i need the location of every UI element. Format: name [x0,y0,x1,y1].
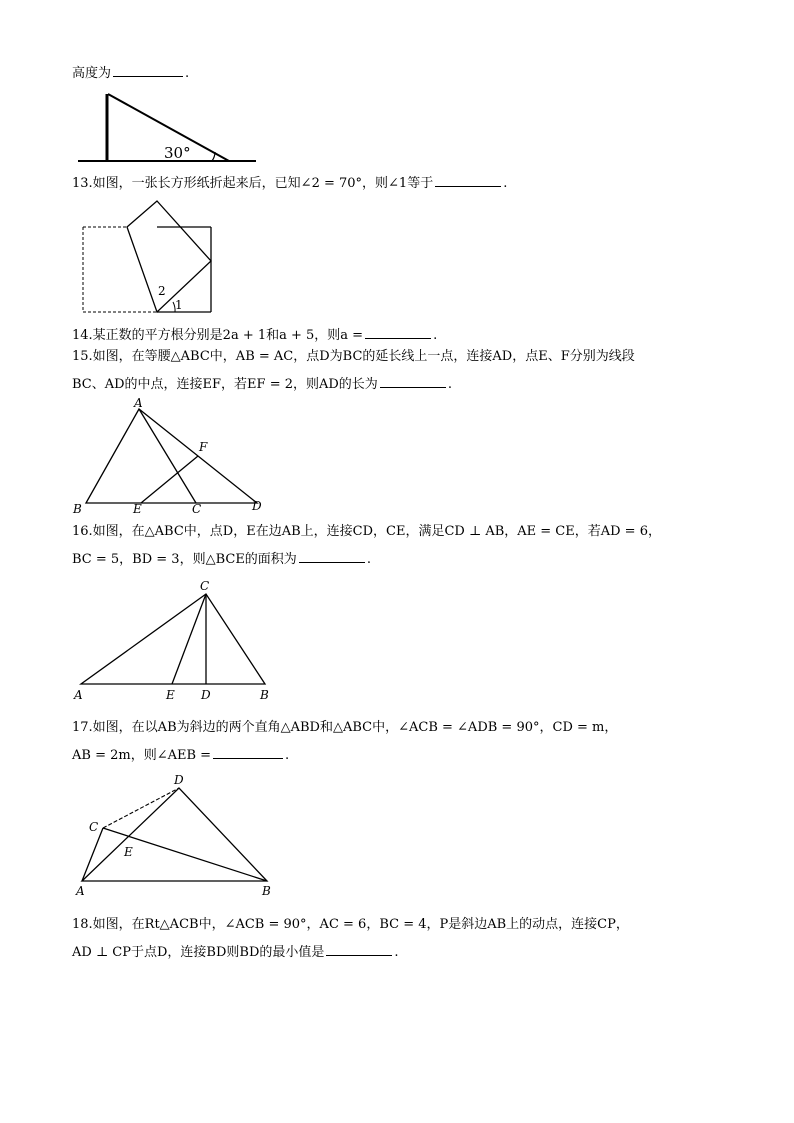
q13-text [72,174,507,192]
q15-figure [70,397,270,515]
label-C: C [89,820,99,834]
segment-AC [82,828,103,881]
q15-line1: 15.如图，在等腰△ABC中，AB = AC，点D为BC的延长线上一点，连接AD，点E、F分别为线段 [72,349,635,364]
q17-line2 [72,746,289,764]
q17-period: . [285,748,290,763]
q16-line1: 16.如图，在△ABC中，点D，E在边AB上，连接CD，CE，满足CD ⊥ AB，AE = CE，若AD = 6， [72,524,661,539]
label-B: B [73,502,82,515]
q14-text [72,326,437,344]
label-C: C [200,579,210,593]
q12-text [72,64,189,82]
q15-line2 [72,375,452,393]
label-D: D [252,499,262,513]
label-2: 2 [158,284,166,298]
q18-line1: 18.如图，在Rt△ACB中，∠ACB = 90°，AC = 6，BC = 4，P是斜边AB上的动点，连接CP， [72,917,629,932]
label-A: A [74,688,83,702]
q13-question: 13.如图，一张长方形纸折起来后，已知∠2 = 70°，则∠1等于 [72,176,434,191]
label-E: E [166,688,175,702]
q14-question: 14.某正数的平方根分别是2a + 1和a + 5，则a = [72,328,364,343]
label-A: A [134,397,143,410]
q12-figure [76,88,258,166]
q16-line2 [72,550,371,568]
triangle-ABC [81,594,265,684]
q17-line1: 17.如图，在以AB为斜边的两个直角△ABD和△ABC中，∠ACB = ∠ADB = 90°，CD = m， [72,720,618,735]
q17-figure [72,770,282,900]
q18-period: . [394,945,399,960]
label-E: E [124,845,133,859]
label-B: B [262,884,271,898]
segment-EF [141,456,198,503]
q15-question: BC、AD的中点，连接EF，若EF = 2，则AD的长为 [72,377,378,392]
q17-question: AB = 2m，则∠AEB = [72,748,212,763]
q13-period: . [503,176,508,191]
q16-figure [70,576,280,706]
q12-answer-blank[interactable] [113,64,183,77]
q15-answer-blank[interactable] [380,375,446,388]
folded-flap [127,201,211,312]
q18-line2 [72,943,399,961]
q14-answer-blank[interactable] [365,326,431,339]
segment-AC [139,409,196,503]
label-D: D [174,773,184,787]
triangle-ABD [82,788,267,881]
q18-question: AD ⊥ CP于点D，连接BD则BD的最小值是 [72,945,325,960]
segment-CD [103,788,179,828]
q17-answer-blank[interactable] [213,746,283,759]
q13-figure [80,198,216,316]
q18-answer-blank[interactable] [326,943,392,956]
angle-label: 30° [164,144,191,162]
q13-answer-blank[interactable] [435,174,501,187]
label-D: D [201,688,211,702]
q16-answer-blank[interactable] [299,550,365,563]
triangle-ABD [86,409,257,503]
label-F: F [199,440,208,454]
label-E: E [133,502,142,515]
label-A: A [76,884,85,898]
label-1: 1 [175,298,183,312]
q15-period: . [447,377,452,392]
label-C: C [192,502,202,515]
q16-question: BC = 5，BD = 3，则△BCE的面积为 [72,552,297,567]
segment-CE [172,594,206,684]
q12-prefix: 高度为 [72,66,112,81]
label-B: B [260,688,269,702]
q12-period: . [185,66,190,81]
q14-period: . [433,328,438,343]
q16-period: . [366,552,371,567]
